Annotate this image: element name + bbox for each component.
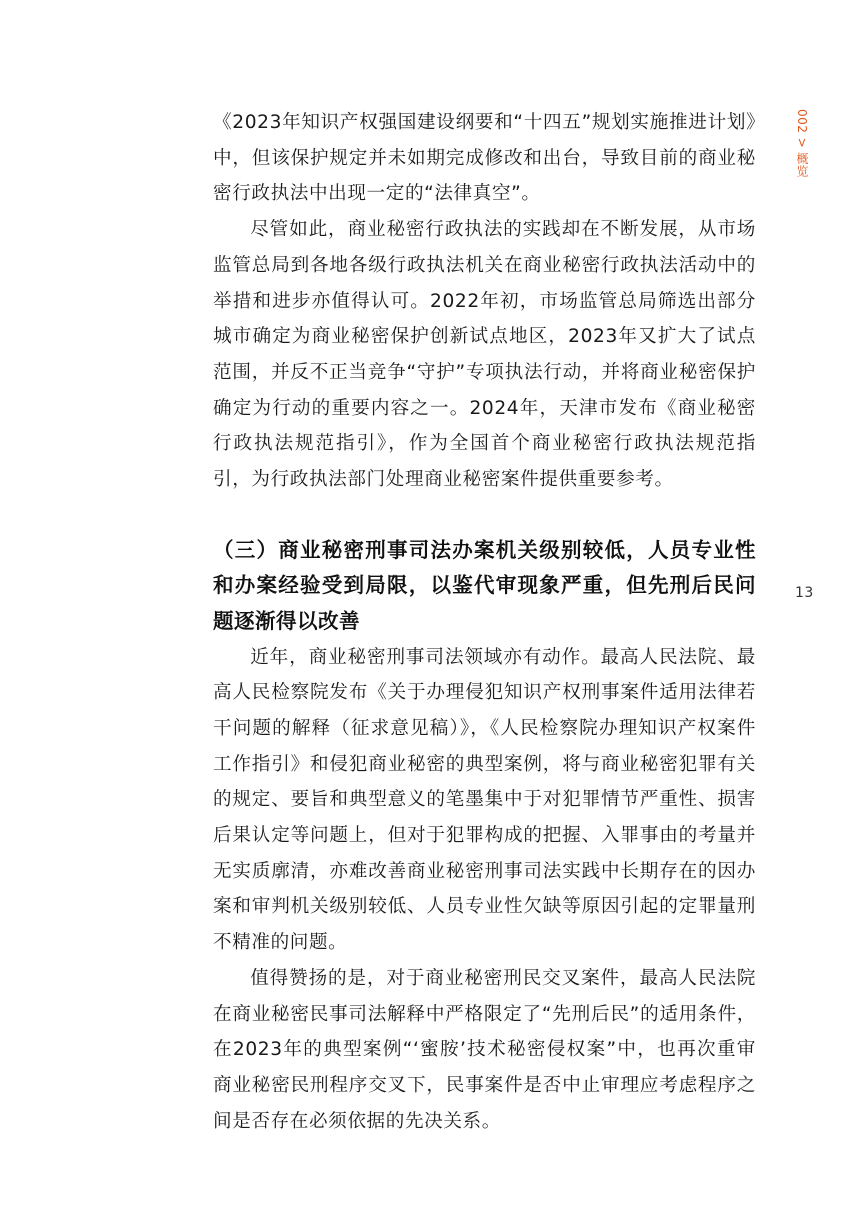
running-header: 002 > 概览: [795, 109, 809, 178]
paragraph-criminal-justice: 近年，商业秘密刑事司法领域亦有动作。最高人民法院、最高人民检察院发布《关于办理侵犯知识产权刑事案件适用法律若干问题的解释（征求意见稿）》，《人民检察院办理知识产权案件工作指引》和侵犯商业秘密的典型案例，将与商业秘密犯罪有关的规定、要旨和典型意义的笔墨集中于对犯罪情节严重性、损害后果认定等问题上，但对于犯罪构成的把握、入罪事由的考量并无实质廓清，亦难改善商业秘密刑事司法实践中长期存在的因办案和审判机关级别较低、人员专业性欠缺等原因引起的定罪量刑不精准的问题。: [213, 646, 756, 954]
document-body: [213, 105, 756, 1139]
paragraph-criminal-civil-cross: 值得赞扬的是，对于商业秘密刑民交叉案件，最高人民法院在商业秘密民事司法解释中严格限定了“先刑后民”的适用条件，在2023年的典型案例“‘蜜胺’技术秘密侵权案”中，也再次重审商业秘密民刑程序交叉下，民事案件是否中止审理应考虑程序之间是否存在必须依据的先决关系。: [213, 967, 756, 1132]
section-heading: （三）商业秘密刑事司法办案机关级别较低，人员专业性和办案经验受到局限，以鉴代审现象严重，但先刑后民问题逐渐得以改善: [213, 537, 756, 633]
paragraph-administrative-enforcement: 尽管如此，商业秘密行政执法的实践却在不断发展，从市场监管总局到各地各级行政执法机关在商业秘密行政执法活动中的举措和进步亦值得认可。2022年初，市场监管总局筛选出部分城市确定为商业秘密保护创新试点地区，2023年又扩大了试点范围，并反不正当竞争“守护”专项执法行动，并将商业秘密保护确定为行动的重要内容之一。2024年，天津市发布《商业秘密行政执法规范指引》，作为全国首个商业秘密行政执法规范指引，为行政执法部门处理商业秘密案件提供重要参考。: [213, 219, 756, 491]
paragraph-continuation: 《2023年知识产权强国建设纲要和“十四五”规划实施推进计划》中，但该保护规定并未如期完成修改和出台，导致目前的商业秘密行政执法中出现一定的“法律真空”。: [213, 112, 756, 205]
page-number: 13: [795, 585, 814, 601]
